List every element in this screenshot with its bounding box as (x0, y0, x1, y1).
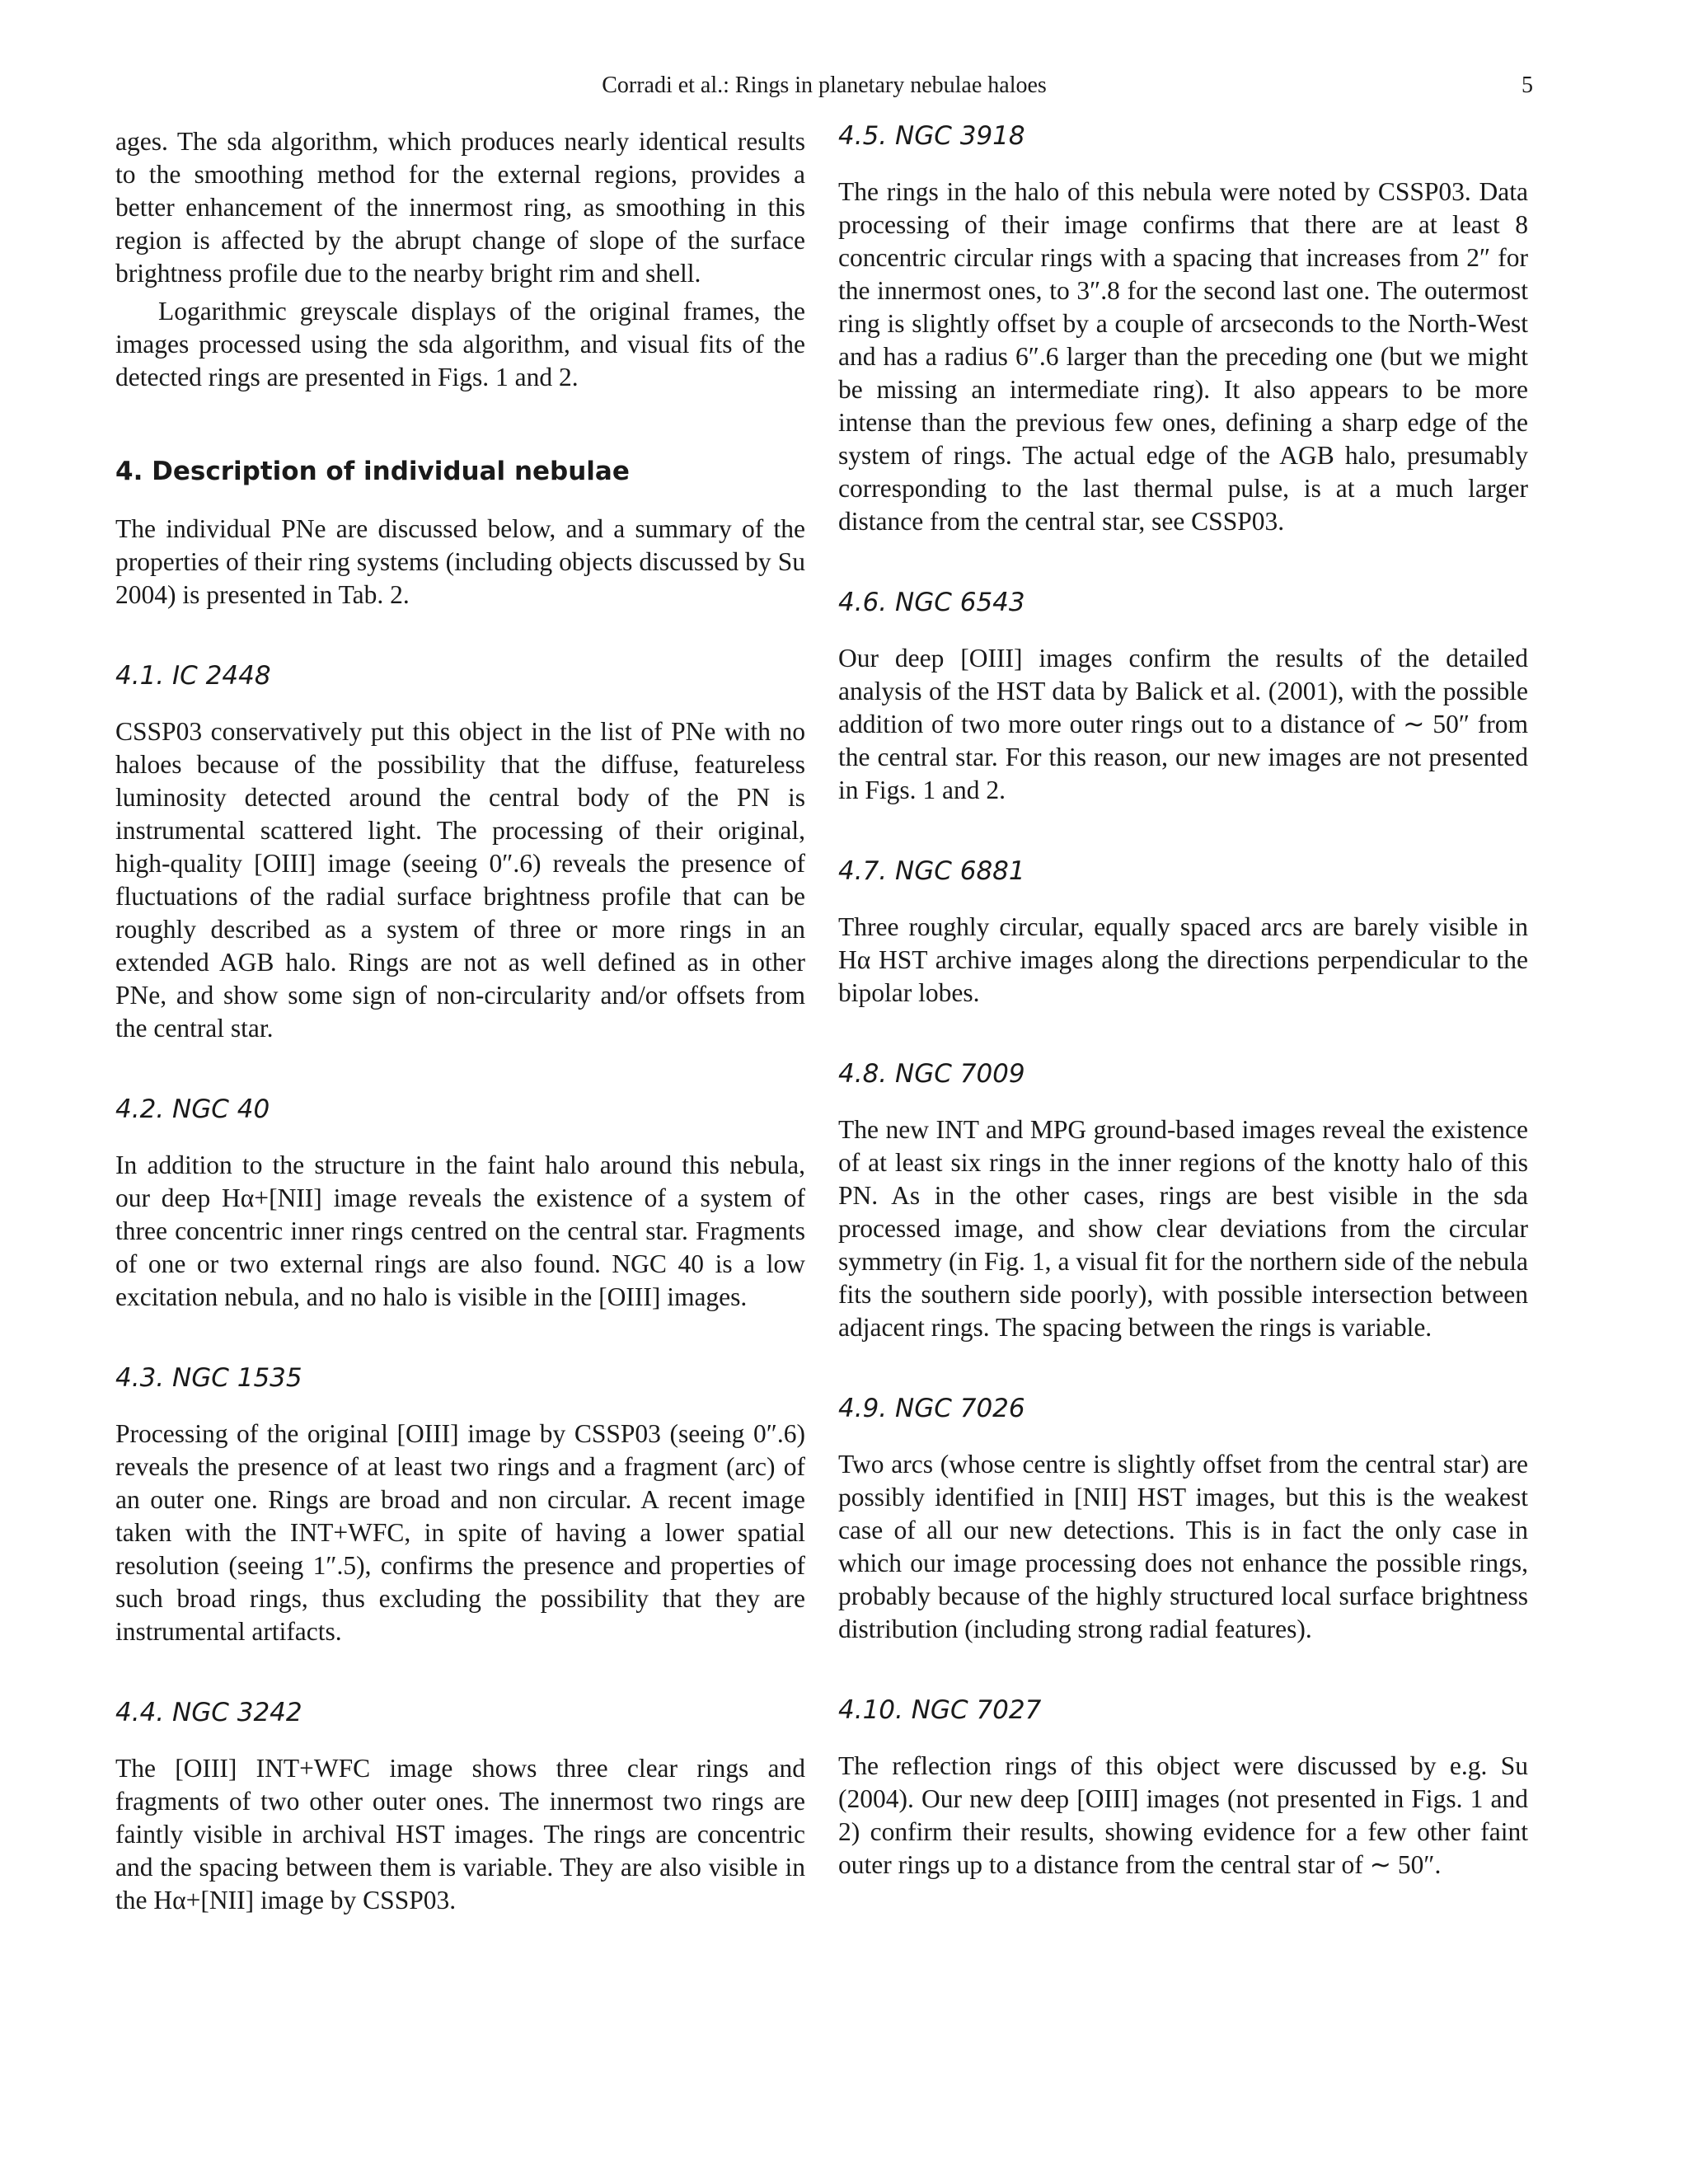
subsection-heading: 4.6. NGC 6543 (838, 588, 1025, 617)
subsection-heading: 4.10. NGC 7027 (838, 1695, 1042, 1725)
section-heading: 4. Description of individual nebulae (115, 457, 630, 486)
paragraph: Three roughly circular, equally spaced arcs are barely visible in Hα HST archive images along the directions perpendicular to the bipolar lobes. (838, 912, 1528, 1007)
paragraph: The [OIII] INT+WFC image shows three clear rings and fragments of two other outer ones. The innermost two rings are faintly visible in archival HST images. The rings are concentric and the spacing between them is variable. They are also visible in the Hα+[NII] image by CSSP03. (115, 1754, 805, 1915)
running-title: Corradi et al.: Rings in planetary nebulae haloes (602, 73, 1047, 98)
subsection-heading: 4.3. NGC 1535 (115, 1363, 302, 1393)
paragraph: In addition to the structure in the faint halo around this nebula, our deep Hα+[NII] image reveals the existence of a system of three concentric inner rings centred on the central star. Fragments of one or two external rings are also found. NGC 40 is a low excitation nebula, and no halo is visible in the [OIII] images. (115, 1151, 805, 1311)
paragraph: Two arcs (whose centre is slightly offset from the central star) are possibly identified in [NII] HST images, but this is the weakest case of all our new detections. This is in fact the only case in which our image processing does not enhance the possible rings, probably because of the highly structured local surface brightness distribution (including strong radial features). (838, 1450, 1528, 1643)
subsection-heading: 4.1. IC 2448 (115, 661, 271, 691)
paragraph: The reflection rings of this object were discussed by e.g. Su (2004). Our new deep [OIII] images (not presented in Figs. 1 and 2) confirm their results, showing evidence for a few other faint outer rings up to a distance from the central star of ∼ 50″. (838, 1751, 1528, 1879)
paragraph: Our deep [OIII] images confirm the results of the detailed analysis of the HST data by Balick et al. (2001), with the possible addition of two more outer rings out to a distance of ∼ 50″ from the central star. For this reason, our new images are not presented in Figs. 1 and 2. (838, 644, 1528, 804)
subsection-heading: 4.5. NGC 3918 (838, 121, 1025, 151)
left-column (115, 125, 805, 1917)
paragraph: ages. The sda algorithm, which produces nearly identical results to the smoothing method for the external regions, provides a better enhancement of the innermost ring, as smoothing in this region is affected by the abrupt change of slope of the surface brightness profile due to the nearby bright rim and shell. (115, 127, 805, 288)
paragraph: CSSP03 conservatively put this object in the list of PNe with no haloes because of the possibility that the diffuse, featureless luminosity detected around the central body of the PN is instrumental scattered light. The processing of their original, high-quality [OIII] image (seeing 0″.6) reveals the presence of fluctuations of the radial surface brightness profile that can be roughly described as a system of three or more rings in an extended AGB halo. Rings are not as well defined as in other PNe, and show some sign of non-circularity and/or offsets from the central star. (115, 717, 805, 1043)
subsection-heading: 4.4. NGC 3242 (115, 1698, 302, 1727)
paragraph: The rings in the halo of this nebula were noted by CSSP03. Data processing of their image confirms that there are at least 8 concentric circular rings with a spacing that increases from 2″ for the innermost ones, to 3″.8 for the second last one. The outermost ring is slightly offset by a couple of arcseconds to the North-West and has a radius 6″.6 larger than the preceding one (but we might be missing an intermediate ring). It also appears to be more intense than the previous few ones, defining a sharp edge of the system of rings. The actual edge of the AGB halo, presumably corresponding to the last thermal pulse, is at a much larger distance from the central star, see CSSP03. (838, 177, 1528, 536)
right-column (838, 120, 1528, 1882)
subsection-heading: 4.9. NGC 7026 (838, 1394, 1025, 1423)
subsection-heading: 4.2. NGC 40 (115, 1094, 270, 1124)
subsection-heading: 4.8. NGC 7009 (838, 1059, 1025, 1089)
running-header (115, 73, 1533, 105)
subsection-heading: 4.7. NGC 6881 (838, 856, 1025, 886)
page-number: 5 (1522, 73, 1533, 98)
paragraph: Processing of the original [OIII] image by CSSP03 (seeing 0″.6) reveals the presence of at least two rings and a fragment (arc) of an outer one. Rings are broad and non circular. A recent image taken with the INT+WFC, in spite of having a lower spatial resolution (seeing 1″.5), confirms the presence and properties of such broad rings, thus excluding the possibility that they are instrumental artifacts. (115, 1419, 805, 1646)
paragraph: The individual PNe are discussed below, and a summary of the properties of their ring systems (including objects discussed by Su 2004) is presented in Tab. 2. (115, 514, 805, 609)
paragraph: The new INT and MPG ground-based images reveal the existence of at least six rings in the inner regions of the knotty halo of this PN. As in the other cases, rings are best visible in the sda processed image, and show clear deviations from the circular symmetry (in Fig. 1, a visual fit for the northern side of the nebula fits the southern side poorly), with possible intersection between adjacent rings. The spacing between the rings is variable. (838, 1115, 1528, 1342)
paragraph: Logarithmic greyscale displays of the original frames, the images processed using the sda algorithm, and visual fits of the detected rings are presented in Figs. 1 and 2. (115, 297, 805, 391)
